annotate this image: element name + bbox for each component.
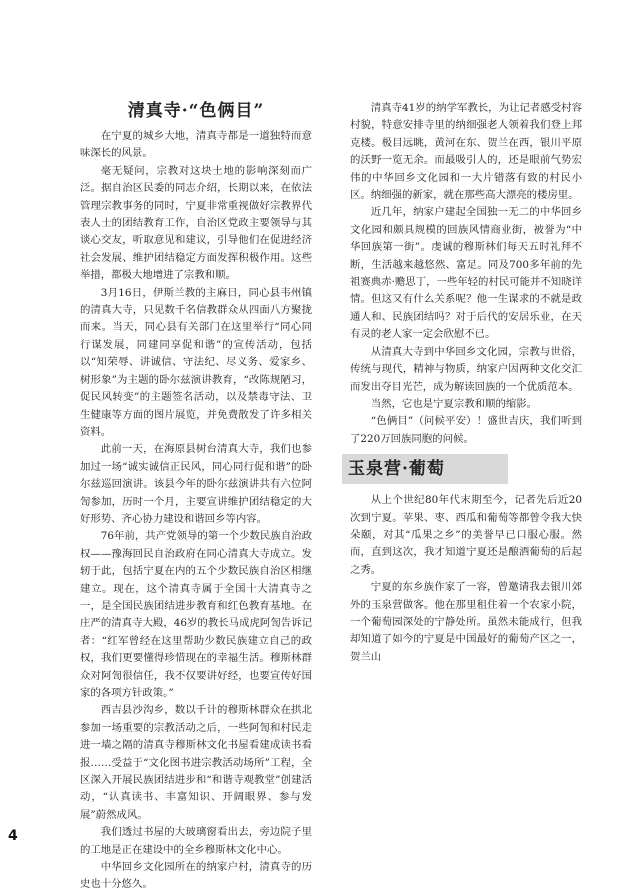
- paragraph: 西吉县沙沟乡，数以千计的穆斯林群众在拱北参加一场重要的宗教活动之后，一些阿訇和村民走进一墙之隔的清真寺穆斯林文化书屋看建成读书看报……受益于“文化图书进宗教活动场所”工程，全区深入开展民族团结进步和“和谐寺观教堂”创建活动，“认真读书、丰富知识、开阔眼界、参与发展”蔚然成风。: [80, 704, 312, 821]
- left-column: [80, 100, 312, 894]
- paragraph: 当然，它也是宁夏宗教和顺的缩影。: [370, 397, 538, 410]
- paragraph: 近几年，纳家户建起全国独一无二的中华回乡文化园和颇具规模的回族风情商业街，被誉为“中华回族第一街”。虔诚的穆斯林们每天五时礼拜不断，生活越来越悠然、富足。同及700多年前的先祖赛典赤·赡思丁，一些年轻的村民可能并不知晓详情。但这又有什么关系呢？他一生谋求的不就是政通人和、民族团结吗？对于后代的安居乐业，在天有灵的老人家一定会欣慰不已。: [350, 206, 582, 341]
- section-title: 玉泉营·葡萄: [348, 459, 445, 480]
- paragraph: 3月16日，伊斯兰教的主麻日，同心县韦州镇的清真大寺，只见数千名信教群众从四面八方聚拢而来。当天，同心县有关部门在这里举行“同心同行谋发展，同建同享促和谐”的宣传活动，包括以“知荣辱、讲诚信、守法纪、尽义务、爱家乡、树形象”为主题的卧尔兹演讲教育，“改陈规陋习，促民风转变”的主题签名活动，以及禁毒守法、卫生健康等方面的图片展览，并免费散发了许多相关资料。: [80, 286, 312, 438]
- paragraph: 清真寺41岁的纳学军教长，为让记者感受村容村貌，特意安排寺里的纳细强老人领着我们登上邦克楼。极目远眺，黄河在东、贺兰在西，银川平原的沃野一览无余。而最吸引人的，还是眼前气势宏伟的中华回乡文化园和一大片错落有致的村民小区。纳细强的新家，就在那些高大漂亮的楼房里。: [350, 102, 582, 202]
- paragraph: 在宁夏的城乡大地，清真寺都是一道独特而意味深长的风景。: [80, 130, 312, 160]
- page-number: 4: [8, 828, 18, 844]
- paragraph: 宁夏的东乡族作家了一容，曾邀请我去银川郊外的玉泉营做客。他在那里租住着一个农家小院，一个葡萄园深处的宁静处所。虽然未能成行，但我却知道了如今的宁夏是中国最好的葡萄产区之一，贺兰山: [350, 581, 582, 663]
- paragraph: 从上个世纪80年代末期至今，记者先后近20次到宁夏。苹果、枣、西瓜和葡萄等都曾令我大快朵颐，对其“瓜果之乡”的美誉早已口服心服。然而，直到这次，我才知道宁夏还是酿酒葡萄的后起之秀。: [350, 494, 582, 576]
- paragraph: 此前一天，在海原县树台清真大寺，我们也参加过一场“诚实诚信正民风，同心同行促和谐”的卧尔兹巡回演讲。该县今年的卧尔兹演讲共有六位阿訇参加，历时一个月，主要宣讲维护团结稳定的大好形势、齐心协力建设和谐回乡等内容。: [80, 443, 312, 525]
- paragraph: 我们透过书屋的大玻璃窗看出去，旁边院子里的工地是正在建设中的全乡穆斯林文化中心。: [80, 826, 312, 856]
- paragraph: “色俩目”（问候平安）！盛世吉庆，我们听到了220万回族同胞的问候。: [350, 415, 582, 445]
- right-column: [350, 100, 582, 666]
- paragraph: 中华回乡文化园所在的纳家户村，清真寺的历史也十分悠久。: [80, 861, 312, 891]
- paragraph: 76年前，共产党领导的第一个少数民族自治政权——豫海回民自治政府在同心清真大寺成立。发轫于此，包括宁夏在内的五个少数民族自治区相继建立。现在，这个清真寺属于全国十大清真寺之一，是全国民族团结进步教育和红色教育基地。在庄严的清真寺大殿，46岁的教长马成虎阿訇告诉记者：“红军曾经在这里帮助少数民族建立自己的政权，我们更要懂得珍惜现在的幸福生活。穆斯林群众对阿訇很信任，我不仅要讲好经，也要宣传好国家的各项方针政策。”: [80, 530, 312, 699]
- section-title-banner: [342, 454, 508, 484]
- right-paragraphs-after: [350, 492, 582, 666]
- right-paragraphs-before: [350, 100, 582, 448]
- paragraph: 从清真大寺到中华回乡文化园，宗教与世俗，传统与现代，精神与物质，纳家户因两种文化交汇而发出夺目光芒，成为解读回族的一个优质范本。: [350, 345, 582, 393]
- paragraph: 毫无疑问，宗教对这块土地的影响深刻而广泛。据自治区民委的同志介绍，长期以来，在依法管理宗教事务的同时，宁夏非常重视做好宗教界代表人士的团结教育工作，自治区党政主要领导与其谈心交友，听取意见和建议，引导他们在促进经济社会发展、维护团结稳定方面发挥积极作用。这些举措，都极大地增进了宗教和顺。: [80, 164, 312, 282]
- left-paragraphs: [80, 128, 312, 894]
- article-section-title: 清真寺·“色俩目”: [127, 101, 265, 121]
